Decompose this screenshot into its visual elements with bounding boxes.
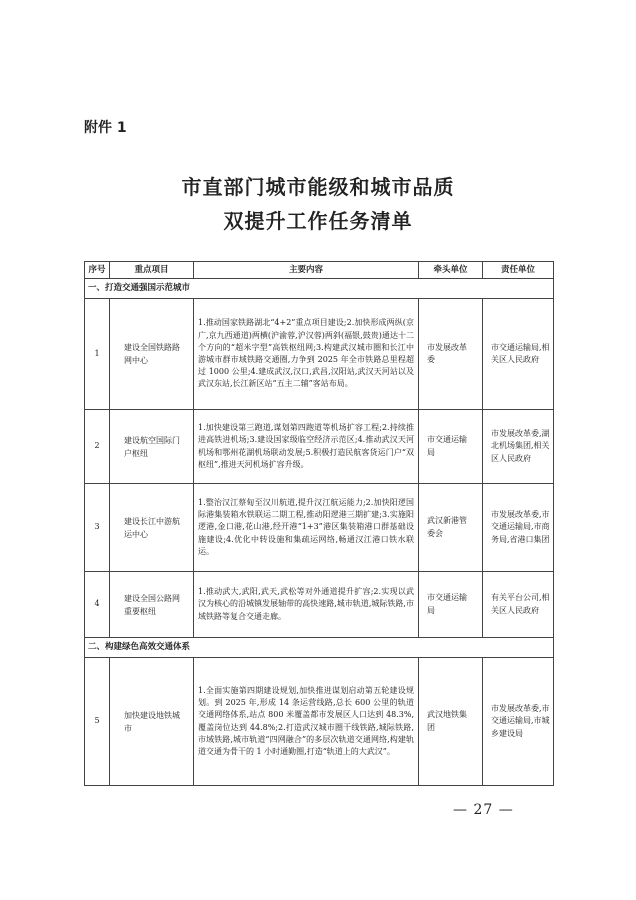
row-number: 1 bbox=[85, 299, 110, 410]
row-responsible-unit: 市发展改革委,市交通运输局,市城乡建设局 bbox=[483, 658, 554, 786]
section-row bbox=[85, 279, 554, 299]
table-row bbox=[85, 658, 554, 786]
row-responsible-unit: 市发展改革委,市交通运输局,市商务局,省港口集团 bbox=[483, 484, 554, 572]
row-responsible-unit: 市交通运输局,相关区人民政府 bbox=[483, 299, 554, 410]
table-row bbox=[85, 410, 554, 484]
table-header-row bbox=[85, 262, 554, 279]
section-title: 一、打造交通强国示范城市 bbox=[85, 279, 554, 299]
row-content: 1.加快建设第三跑道,谋划第四跑道等机场扩容工程;2.持续推进高铁进机场;3.建设国家级临空经济示范区;4.推动武汉天河机场和鄂州花湖机场联动发展;5.积极打造民航客货运门户“双枢纽”,推进天河机场扩容升级。 bbox=[194, 410, 419, 484]
row-content: 1.推动国家铁路湖北“4+2”重点项目建设;2.加快形成两纵(京广,京九西通道)两横(沪渝蓉,沪汉蓉)两斜(福银,鼓贵)通达十二个方向的“超米字型”高铁枢纽网;3.构建武汉城市圈和长江中游城市群市域铁路交通圈,力争到 2025 年全市铁路总里程超过 1000 公里;4.建成武汉,汉口,武昌,汉阳站,武汉天河站以及武汉东站,长江新区站“五主二辅”客站布局。 bbox=[194, 299, 419, 410]
document-title-line-1: 市直部门城市能级和城市品质 bbox=[181, 175, 455, 199]
column-header-no: 序号 bbox=[85, 262, 110, 279]
table-row bbox=[85, 484, 554, 572]
row-project: 建设长江中游航运中心 bbox=[110, 484, 194, 572]
column-header-responsible-unit: 责任单位 bbox=[483, 262, 554, 279]
row-responsible-unit: 市发展改革委,湖北机场集团,相关区人民政府 bbox=[483, 410, 554, 484]
task-table bbox=[84, 261, 554, 786]
row-lead-unit: 市交通运输局 bbox=[419, 410, 483, 484]
row-content: 1.推动武大,武阳,武天,武松等对外通道提升扩容;2.实现以武汉为核心的沿城镇发展轴带的高快速路,城市轨道,城际铁路,市域铁路等复合交通走廊。 bbox=[194, 572, 419, 638]
section-title: 二、构建绿色高效交通体系 bbox=[85, 638, 554, 658]
row-content: 1.整治汉江蔡甸至汉川航道,提升汉江航运能力;2.加快阳逻国际港集装箱水铁联运二期工程,推动阳逻港三期扩建;3.实施阳逻港,金口港,花山港,经开港“1+3”港区集装箱港口群基础设施建设;4.优化中转设施和集疏运网络,畅通汉江港口铁水联运。 bbox=[194, 484, 419, 572]
column-header-content: 主要内容 bbox=[194, 262, 419, 279]
page-number: — 27 — bbox=[453, 802, 514, 818]
row-number: 2 bbox=[85, 410, 110, 484]
section-row bbox=[85, 638, 554, 658]
row-lead-unit: 市交通运输局 bbox=[419, 572, 483, 638]
table-row bbox=[85, 572, 554, 638]
column-header-lead-unit: 牵头单位 bbox=[419, 262, 483, 279]
table-row bbox=[85, 299, 554, 410]
attachment-label: 附件 1 bbox=[84, 120, 127, 136]
row-lead-unit: 武汉新港管委会 bbox=[419, 484, 483, 572]
row-number: 3 bbox=[85, 484, 110, 572]
document-title-line-2: 双提升工作任务清单 bbox=[223, 209, 413, 233]
column-header-project: 重点项目 bbox=[110, 262, 194, 279]
row-lead-unit: 武汉地铁集团 bbox=[419, 658, 483, 786]
row-number: 4 bbox=[85, 572, 110, 638]
row-project: 建设航空国际门户枢纽 bbox=[110, 410, 194, 484]
row-project: 加快建设地铁城市 bbox=[110, 658, 194, 786]
row-number: 5 bbox=[85, 658, 110, 786]
row-project: 建设全国公路网重要枢纽 bbox=[110, 572, 194, 638]
row-lead-unit: 市发展改革委 bbox=[419, 299, 483, 410]
row-responsible-unit: 有关平台公司,相关区人民政府 bbox=[483, 572, 554, 638]
row-project: 建设全国铁路路网中心 bbox=[110, 299, 194, 410]
row-content: 1.全面实施第四期建设规划,加快推进谋划启动第五轮建设规划。到 2025 年,形成 14 条运营线路,总长 600 公里的轨道交通网络体系,站点 800 米覆盖都市发展区人口达到 48.3%,覆盖岗位达到 44.8%;2.打造武汉城市圈干线铁路,城际铁路,市域铁路,城市轨道“四网融合”的多层次轨道交通网络,构建轨道交通为骨干的 1 小时通勤圈,打造“轨道上的大武汉”。 bbox=[194, 658, 419, 786]
